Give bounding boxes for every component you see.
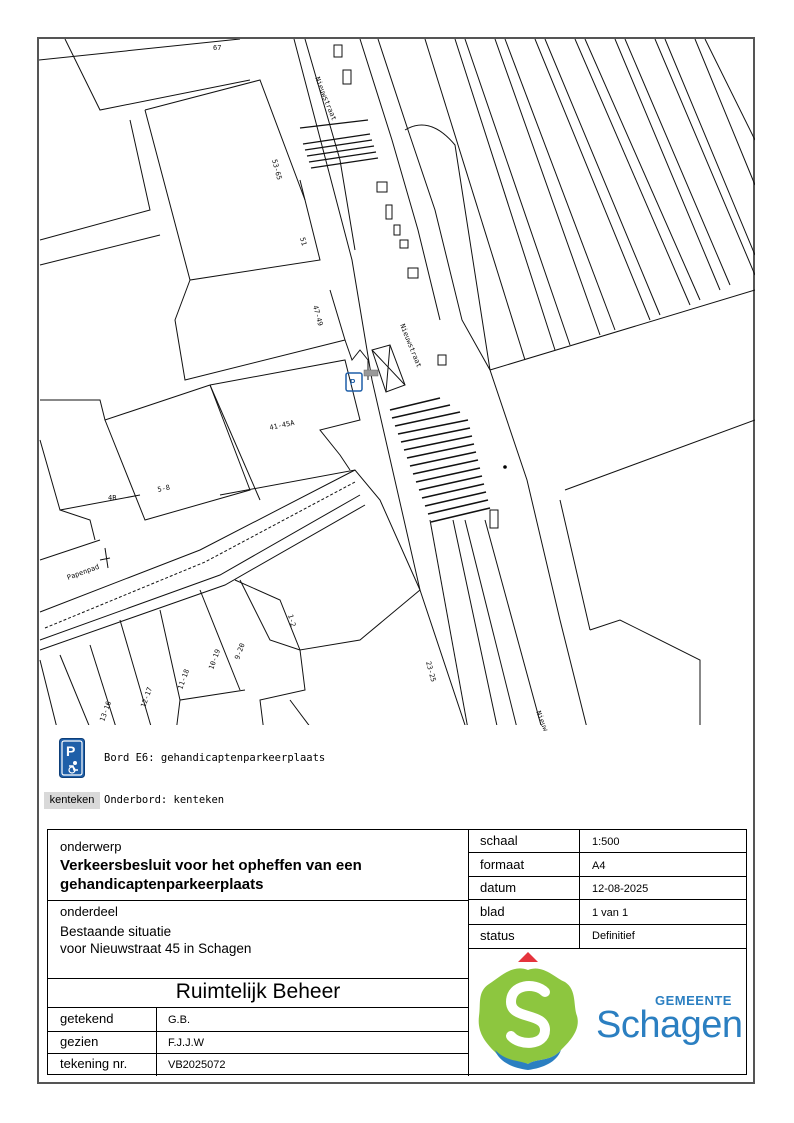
- getekend-value: G.B.: [168, 1014, 191, 1026]
- legend-sign-text: Bord E6: gehandicaptenparkeerplaats: [104, 752, 326, 764]
- house-number-label: 5-8: [156, 483, 171, 494]
- street-edge: [294, 39, 470, 740]
- street-label: Nieuwstraat: [398, 322, 423, 369]
- getekend-label: getekend: [60, 1011, 114, 1026]
- formaat-label: formaat: [480, 857, 525, 872]
- tekeningnr-value: VB2025072: [168, 1059, 226, 1071]
- street-label: Nieuwstraat: [313, 75, 338, 122]
- house-number-label: 11-18: [176, 668, 192, 691]
- formaat-value: A4: [592, 860, 606, 872]
- house-number-label: 1-2: [286, 613, 298, 628]
- onderwerp-label: onderwerp: [60, 839, 122, 854]
- house-number-label: 51: [298, 236, 308, 247]
- logo-small-text: GEMEENTE: [655, 993, 732, 1008]
- status-label: status: [480, 928, 515, 943]
- street-label: Nieuw: [534, 709, 550, 733]
- datum-label: datum: [480, 880, 517, 895]
- onderdeel-line2: voor Nieuwstraat 45 in Schagen: [60, 941, 252, 956]
- status-value: Definitief: [592, 930, 635, 942]
- gezien-value: F.J.J.W: [168, 1037, 205, 1049]
- street-label: Papenpad: [65, 562, 101, 582]
- plate-badge: kenteken: [44, 792, 100, 809]
- house-number-label: 10-19: [207, 648, 223, 671]
- datum-value: 12-08-2025: [592, 883, 649, 895]
- house-number-label: 53-65: [270, 158, 284, 181]
- blad-label: blad: [480, 904, 505, 919]
- legend-plate-text: Onderbord: kenteken: [104, 794, 225, 806]
- department-name: Ruimtelijk Beheer: [175, 980, 341, 1003]
- street-edge: [305, 39, 355, 250]
- svg-text:P: P: [66, 743, 76, 759]
- house-number-label: 9-20: [233, 642, 247, 661]
- gezien-label: gezien: [60, 1034, 99, 1049]
- house-number-label: 12-17: [139, 686, 155, 709]
- gemeente-schagen-logo-icon: [473, 950, 583, 1072]
- svg-text:P: P: [350, 378, 356, 387]
- disabled-parking-sign-icon: [59, 738, 85, 778]
- house-number-label: 47-49: [311, 304, 325, 327]
- house-number-label: 67: [213, 44, 222, 52]
- schaal-value: 1:500: [592, 836, 620, 848]
- street-edge: [378, 39, 590, 740]
- onderdeel-line1: Bestaande situatie: [60, 924, 172, 939]
- logo-big-text: Schagen: [596, 1004, 743, 1046]
- blad-value: 1 van 1: [592, 907, 629, 919]
- house-number-label: 4B: [108, 494, 117, 502]
- tekeningnr-label: tekening nr.: [60, 1056, 128, 1071]
- onderwerp-text: Verkeersbesluit voor het opheffen van een gehandicaptenparkeerplaats: [60, 857, 362, 893]
- schaal-label: schaal: [480, 833, 518, 848]
- house-number-label: 41-45A: [268, 418, 296, 432]
- street-edge: [360, 39, 440, 320]
- house-number-label: 23-25: [424, 660, 438, 683]
- title-block: [47, 829, 747, 1075]
- house-number-label: 13-16: [98, 700, 114, 723]
- onderdeel-label: onderdeel: [60, 904, 118, 919]
